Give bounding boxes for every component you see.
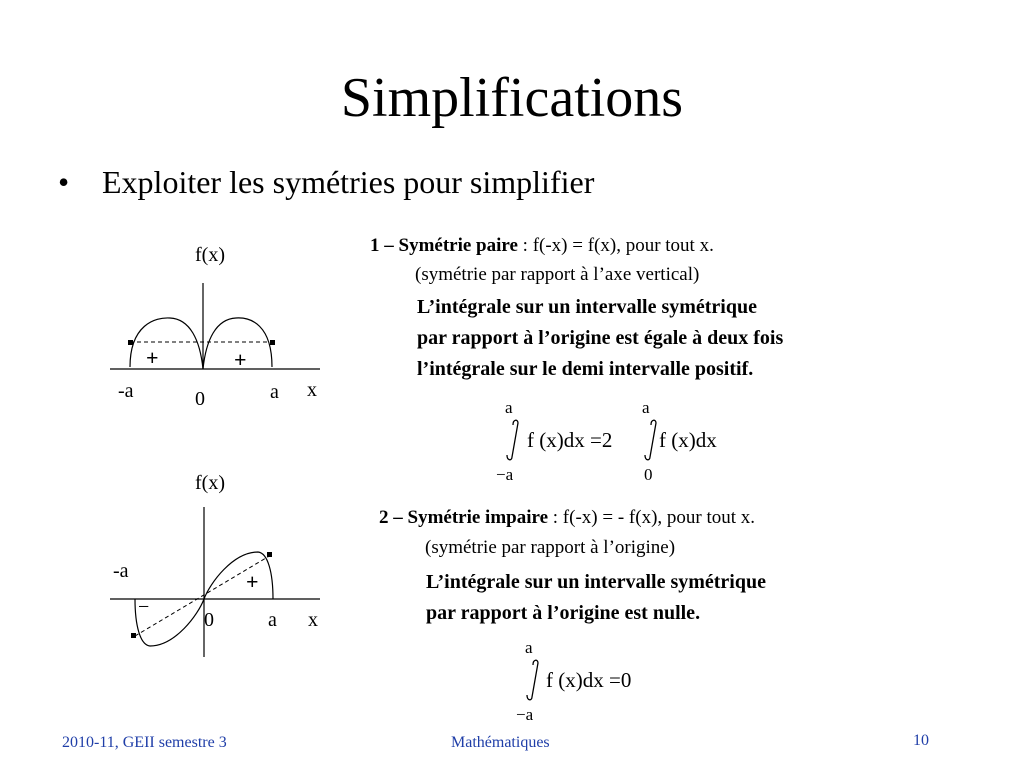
even-function-graph — [100, 235, 340, 415]
section1-statement-line-3: l’intégrale sur le demi intervalle positif. — [417, 358, 754, 380]
tick-label-zero: 0 — [204, 609, 214, 631]
section2-statement-line-2: par rapport à l’origine est nulle. — [426, 602, 701, 624]
section1-heading — [370, 234, 714, 258]
section1-statement-line-2: par rapport à l’origine est égale à deux fois — [417, 327, 784, 349]
tick-label-neg-a: -a — [113, 560, 129, 582]
bullet-dot: • — [58, 164, 70, 200]
integrand: f (x)dx =0 — [546, 668, 632, 692]
even-integral-formula — [490, 395, 760, 490]
tick-label-zero: 0 — [195, 388, 205, 410]
sign-plus-left: + — [146, 345, 159, 370]
section2-heading-bold: 2 – Symétrie impaire — [379, 507, 549, 528]
integral-sign-1 — [507, 420, 518, 460]
x-axis-label: x — [307, 379, 317, 401]
odd-function-graph — [100, 465, 340, 665]
x-axis-label: x — [308, 609, 318, 631]
sign-plus: + — [246, 569, 259, 594]
footer-center: Mathématiques — [451, 734, 550, 751]
sign-plus-right: + — [234, 347, 247, 372]
dashed-line — [135, 555, 271, 636]
section2-heading — [379, 506, 755, 530]
tick-label-neg-a: -a — [118, 380, 134, 402]
footer-left: 2010-11, GEII semestre 3 — [62, 734, 227, 751]
y-axis-label: f(x) — [195, 244, 225, 266]
upper-bound: a — [525, 638, 533, 657]
integrand-1: f (x)dx =2 — [527, 428, 613, 452]
odd-integral-formula — [510, 635, 690, 730]
tick-label-a: a — [270, 381, 279, 403]
point-marker-left — [128, 340, 133, 345]
section2-heading-rest: : f(-x) = - f(x), pour tout x. — [548, 507, 756, 528]
slide-title: Simplifications — [340, 67, 684, 129]
y-axis-label: f(x) — [195, 472, 225, 494]
integrand-2: f (x)dx — [659, 428, 717, 452]
lower-bound: −a — [516, 705, 534, 724]
upper-bound-1: a — [505, 398, 513, 417]
integral-sign — [527, 660, 538, 700]
lower-bound-2: 0 — [644, 465, 653, 484]
integral-sign-2 — [645, 420, 656, 460]
bullet-item — [58, 160, 594, 204]
sign-minus: − — [138, 596, 150, 618]
bullet-text: Exploiter les symétries pour simplifier — [102, 164, 595, 200]
point-marker-pos — [267, 552, 272, 557]
section1-heading-bold: 1 – Symétrie paire — [370, 235, 518, 256]
section2-statement-line-1: L’intégrale sur un intervalle symétrique — [426, 571, 766, 593]
upper-bound-2: a — [642, 398, 650, 417]
point-marker-neg — [131, 633, 136, 638]
section2-subtitle: (symétrie par rapport à l’origine) — [425, 537, 676, 558]
point-marker-right — [270, 340, 275, 345]
page-number: 10 — [913, 732, 929, 749]
section1-statement-line-1: L’intégrale sur un intervalle symétrique — [417, 296, 757, 318]
section1-heading-rest: : f(-x) = f(x), pour tout x. — [517, 235, 714, 256]
tick-label-a: a — [268, 609, 277, 631]
lower-bound-1: −a — [496, 465, 514, 484]
section1-subtitle: (symétrie par rapport à l’axe vertical) — [415, 264, 700, 285]
